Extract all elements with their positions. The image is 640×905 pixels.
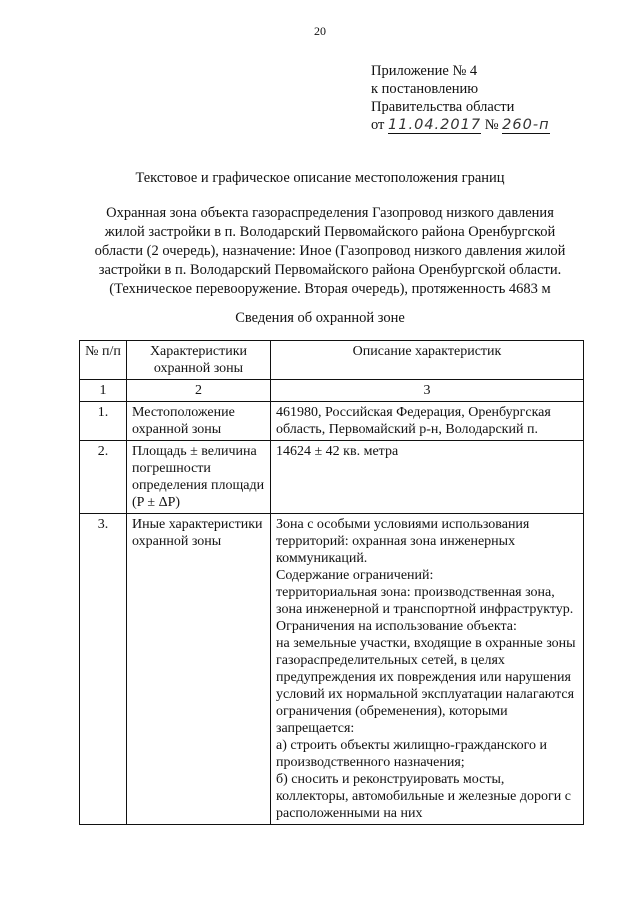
header-description: Описание характеристик (271, 341, 584, 380)
column-number-2: 2 (127, 380, 271, 402)
table-row (80, 441, 584, 514)
row-description: 14624 ± 42 кв. метра (271, 441, 584, 514)
appendix-line-1: Приложение № 4 (371, 63, 478, 79)
description-paragraph: Ограничения на использование объекта: (276, 619, 517, 634)
row-characteristic: Местоположение охранной зоны (127, 402, 271, 441)
row-characteristic: Иные характеристики охранной зоны (127, 514, 271, 825)
description-paragraph: Содержание ограничений: (276, 568, 434, 583)
table-row (80, 402, 584, 441)
date-prefix: от (371, 117, 385, 133)
description-paragraph: Зона с особыми условиями использования территорий: охранная зона инженерных коммуникаций. (276, 517, 530, 566)
appendix-block (371, 62, 550, 134)
description-paragraph: а) строить объекты жилищно-гражданского и производственного назначения; (276, 738, 547, 770)
row-characteristic: Площадь ± величина погрешности определения площади (P ± ΔP) (127, 441, 271, 514)
table-header-row (80, 341, 584, 380)
object-description: Охранная зона объекта газораспределения Газопровод низкого давления жилой застройки в п. Володарский Первомайского района Оренбургской области (2 очередь), назначение: Иное (Газопровод низкого давления жилой застройки в п. Володарский Первомайского района Оренбургской области. (Техническое перевооружение. Вторая очередь), протяженность 4683 м (94, 205, 566, 297)
handwritten-date: 11.04.2017 (388, 117, 482, 133)
appendix-line-2: к постановлению (371, 81, 479, 97)
header-characteristics: Характеристики охранной зоны (127, 341, 271, 380)
protection-zone-table (79, 340, 584, 825)
row-number: 3. (80, 514, 127, 825)
row-description (271, 514, 584, 825)
table-row (80, 514, 584, 825)
column-number-1: 1 (80, 380, 127, 402)
appendix-line-3: Правительства области (371, 99, 515, 115)
handwritten-number: 260-п (502, 117, 550, 133)
document-title: Текстовое и графическое описание местоположения границ (135, 170, 505, 186)
row-number: 2. (80, 441, 127, 514)
row-number: 1. (80, 402, 127, 441)
header-number: № п/п (80, 341, 127, 380)
row-description: 461980, Российская Федерация, Оренбургская область, Первомайский р-н, Володарский п. (271, 402, 584, 441)
column-number-3: 3 (271, 380, 584, 402)
description-paragraph: б) сносить и реконструировать мосты, коллекторы, автомобильные и железные дороги с расположенными на них (276, 772, 571, 821)
table-subtitle: Сведения об охранной зоне (235, 310, 405, 326)
page-number: 20 (314, 24, 326, 38)
description-paragraph: территориальная зона: производственная зона, зона инженерной и транспортной инфраструктур. (276, 585, 574, 617)
description-paragraph: на земельные участки, входящие в охранные зоны газораспределительных сетей, в целях предупреждения их повреждения или нарушения условий их нормальной эксплуатации налагаются ограничения (обременения), которыми запрещается: (276, 636, 576, 736)
number-sign: № (484, 117, 499, 133)
appendix-date-line (371, 116, 550, 134)
table-column-number-row (80, 380, 584, 402)
